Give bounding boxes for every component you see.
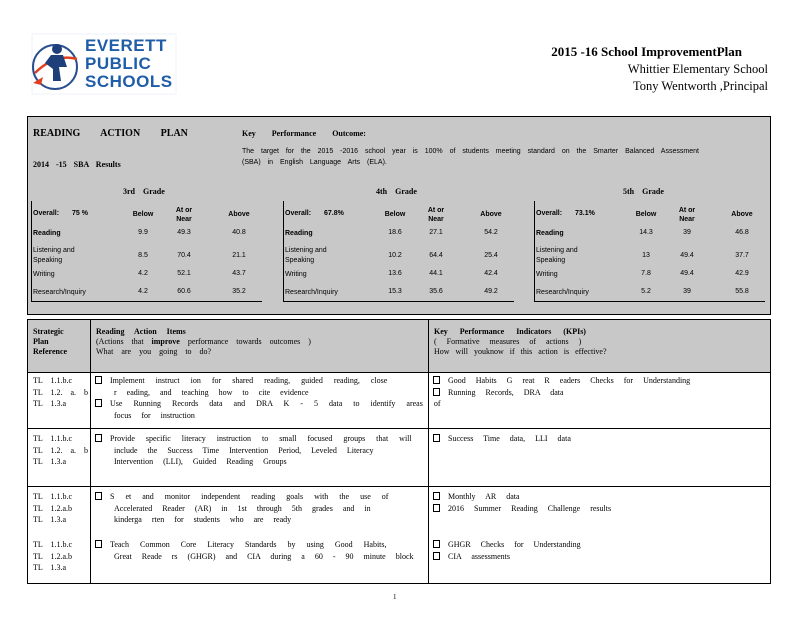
strategic-ref: TL 1.2. a. b	[33, 387, 89, 397]
action-item-text: Use Running Records data and DRA K - 5 data to identify areas of	[110, 399, 441, 408]
action-item-text: S et and monitor independent reading goals with the use of	[110, 492, 389, 501]
action-item-text: Implement instruct ion for shared reading, guided reading, close	[110, 376, 388, 385]
bullet-icon	[433, 376, 440, 384]
row-label: Reading	[536, 230, 564, 237]
col-header-actions-post: performance towards outcomes )	[179, 337, 311, 346]
action-item-line	[95, 375, 387, 387]
overall-label: Overall:	[33, 210, 60, 217]
kpi-item	[433, 503, 611, 515]
action-item-line	[95, 491, 388, 503]
bullet-icon	[433, 388, 440, 396]
value-above: 42.9	[735, 270, 749, 277]
strategic-ref: TL 1.2.a.b	[33, 503, 73, 513]
row-label: Research/Inquiry	[536, 289, 589, 296]
column-header: At or Near	[175, 207, 193, 223]
action-item-text: kinderga rten for students who are ready	[114, 515, 292, 524]
reading-action-plan-heading: READING ACTION PLAN	[33, 128, 188, 139]
value-near: 49.4	[680, 270, 694, 277]
kpi-item	[433, 551, 510, 563]
bullet-icon	[95, 376, 102, 384]
kpi-text: Good Habits G reat R eaders Checks for Understanding	[448, 376, 691, 385]
col-header-action-items	[96, 327, 311, 357]
bullet-icon	[95, 399, 102, 407]
row-label: Research/Inquiry	[285, 289, 338, 296]
overall-label: Overall:	[536, 210, 563, 217]
strategic-refs	[33, 433, 88, 468]
value-above: 37.7	[735, 252, 749, 259]
column-header: Below	[132, 211, 154, 218]
col-header-formative: ( Formative measures of actions )	[434, 337, 582, 346]
kpi-text: CIA assessments	[448, 551, 510, 561]
value-below: 9.9	[138, 229, 148, 236]
value-above: 25.4	[484, 252, 498, 259]
kpi-item	[433, 375, 690, 387]
value-above: 42.4	[484, 270, 498, 277]
action-item-line	[114, 387, 309, 399]
kpi-item	[433, 539, 581, 551]
kpi-text: Running Records, DRA data	[448, 387, 564, 397]
row-label: Listening and Speaking	[536, 247, 578, 264]
action-item-text: Accelerated Reader (AR) in 1st through 5th grades and in	[114, 503, 371, 513]
value-below: 8.5	[138, 252, 148, 259]
bullet-icon	[433, 492, 440, 500]
action-item-line	[114, 456, 287, 468]
value-above: 46.8	[735, 229, 749, 236]
row-label: Writing	[536, 271, 558, 278]
action-item-line	[95, 398, 441, 410]
document-title: 2015 -16 School ImprovementPlan	[551, 44, 742, 59]
value-above: 54.2	[484, 229, 498, 236]
col-header-reference: Reference	[33, 347, 68, 356]
action-item-text: focus for instruction	[114, 410, 195, 420]
row-label: Writing	[285, 271, 307, 278]
overall-value: 73.1%	[575, 210, 595, 217]
strategic-ref: TL 1.3.a	[33, 515, 67, 524]
kpi-item	[433, 433, 571, 445]
row-label: Research/Inquiry	[33, 289, 86, 296]
action-item-line	[114, 551, 414, 563]
col-header-how-know: How will youknow if this action is effective?	[434, 347, 607, 356]
grade-title: 4th Grade	[376, 187, 417, 196]
value-near: 64.4	[429, 252, 443, 259]
value-near: 70.4	[177, 252, 191, 259]
action-item-text: Great Reade rs (GHGR) and CIA during a 60 - 90 minute block	[114, 551, 414, 561]
value-above: 43.7	[232, 270, 246, 277]
strategic-ref: TL 1.1.b.c	[33, 540, 73, 549]
kpi-item	[433, 491, 520, 503]
overall-label: Overall:	[285, 210, 312, 217]
action-item-text: include the Success Time Intervention Period, Leveled Literacy	[114, 445, 374, 455]
strategic-refs	[33, 491, 72, 526]
value-below: 15.3	[388, 288, 402, 295]
grade-title: 3rd Grade	[123, 187, 165, 196]
column-header: At or Near	[678, 207, 696, 223]
sba-results-label: 2014 -15 SBA Results	[33, 160, 121, 169]
value-near: 35.6	[429, 288, 443, 295]
col-header-action-items-title: Reading Action Items	[96, 327, 186, 336]
column-header: Above	[480, 211, 502, 218]
value-below: 18.6	[388, 229, 402, 236]
page-number: 1	[393, 593, 397, 601]
value-below: 4.2	[138, 270, 148, 277]
column-header: Below	[635, 211, 657, 218]
row-label: Writing	[33, 271, 55, 278]
value-above: 35.2	[232, 288, 246, 295]
strategic-ref: TL 1.1.b.c	[33, 376, 73, 385]
bullet-icon	[95, 434, 102, 442]
action-item-line	[95, 539, 387, 551]
kpi-item	[433, 387, 564, 399]
reading-outcome-section	[27, 116, 771, 315]
bullet-icon	[433, 434, 440, 442]
bullet-icon	[95, 492, 102, 500]
kpi-text: Monthly AR data	[448, 492, 520, 501]
value-near: 39	[683, 229, 691, 236]
kpi-text: GHGR Checks for Understanding	[448, 540, 581, 549]
strategic-refs	[33, 375, 88, 410]
col-header-plan: Plan	[33, 337, 49, 346]
strategic-ref: TL 1.3.a	[33, 399, 67, 408]
kpi-text: Success Time data, LLI data	[448, 434, 571, 443]
kpo-label: Key Performance Outcome:	[242, 129, 366, 138]
action-item-line	[114, 445, 374, 457]
value-above: 49.2	[484, 288, 498, 295]
col-header-actions-pre: (Actions that	[96, 337, 152, 346]
value-below: 10.2	[388, 252, 402, 259]
value-below: 13	[642, 252, 650, 259]
value-below: 14.3	[639, 229, 653, 236]
strategic-ref: TL 1.3.a	[33, 457, 67, 466]
strategic-ref: TL 1.2. a. b	[33, 445, 89, 455]
school-name: Whittier Elementary School	[627, 62, 768, 76]
row-label: Listening and Speaking	[33, 247, 75, 264]
value-near: 39	[683, 288, 691, 295]
bullet-icon	[433, 540, 440, 548]
value-near: 49.3	[177, 229, 191, 236]
kpo-text-line2: (SBA) in English Language Arts (ELA).	[242, 159, 387, 166]
action-item-text: Teach Common Core Literacy Standards by using Good Habits,	[110, 540, 387, 549]
column-header: Below	[384, 211, 406, 218]
strategic-ref: TL 1.1.b.c	[33, 434, 73, 443]
overall-value: 67.8%	[324, 210, 344, 217]
grade-title: 5th Grade	[623, 187, 664, 196]
action-item-line	[114, 514, 291, 526]
value-near: 52.1	[177, 270, 191, 277]
value-below: 7.8	[641, 270, 651, 277]
bullet-icon	[433, 504, 440, 512]
col-header-kpis-title: Key Performance Indicators (KPIs)	[434, 327, 586, 336]
overall-value: 75 %	[72, 210, 88, 217]
value-near: 27.1	[429, 229, 443, 236]
bullet-icon	[95, 540, 102, 548]
action-item-text: r eading, and teaching how to cite evidence	[114, 387, 309, 397]
kpo-text-line1: The target for the 2015 -2016 school year is 100% of students meeting standard on the Smarter Balanced Assessment	[242, 148, 699, 155]
row-label: Listening and Speaking	[285, 247, 327, 264]
col-header-strategic: Strategic	[33, 327, 64, 336]
action-plan-table	[27, 319, 771, 584]
col-header-what-to-do: What are you going to do?	[96, 347, 212, 356]
logo-text-public: PUBLIC	[85, 54, 152, 73]
value-above: 40.8	[232, 229, 246, 236]
action-item-line	[114, 503, 371, 515]
value-near: 60.6	[177, 288, 191, 295]
logo-text-everett: EVERETT	[85, 36, 167, 55]
column-header: At or Near	[427, 207, 445, 223]
strategic-ref: TL 1.1.b.c	[33, 492, 73, 501]
action-item-text: Provide specific literacy instruction to small focused groups that will	[110, 434, 412, 443]
action-item-text: Intervention (LLI), Guided Reading Groups	[114, 457, 287, 466]
value-near: 44.1	[429, 270, 443, 277]
col-header-strategic-ref	[33, 327, 67, 357]
strategic-ref: TL 1.3.a	[33, 563, 67, 572]
strategic-refs	[33, 539, 72, 574]
district-logo	[31, 33, 177, 95]
action-item-line	[114, 410, 195, 422]
value-above: 55.8	[735, 288, 749, 295]
value-above: 21.1	[232, 252, 246, 259]
logo-text-schools: SCHOOLS	[85, 72, 173, 91]
strategic-ref: TL 1.2.a.b	[33, 551, 73, 561]
column-header: Above	[228, 211, 250, 218]
row-label: Reading	[285, 230, 313, 237]
bullet-icon	[433, 552, 440, 560]
column-header: Above	[731, 211, 753, 218]
action-item-line	[95, 433, 412, 445]
value-below: 4.2	[138, 288, 148, 295]
value-below: 5.2	[641, 288, 651, 295]
row-label: Reading	[33, 230, 61, 237]
principal-name: Tony Wentworth ,Principal	[632, 79, 768, 93]
kpi-text: 2016 Summer Reading Challenge results	[448, 503, 612, 513]
col-header-actions-bold: improve	[151, 337, 180, 346]
col-header-kpis	[434, 327, 607, 357]
value-near: 49.4	[680, 252, 694, 259]
value-below: 13.6	[388, 270, 402, 277]
